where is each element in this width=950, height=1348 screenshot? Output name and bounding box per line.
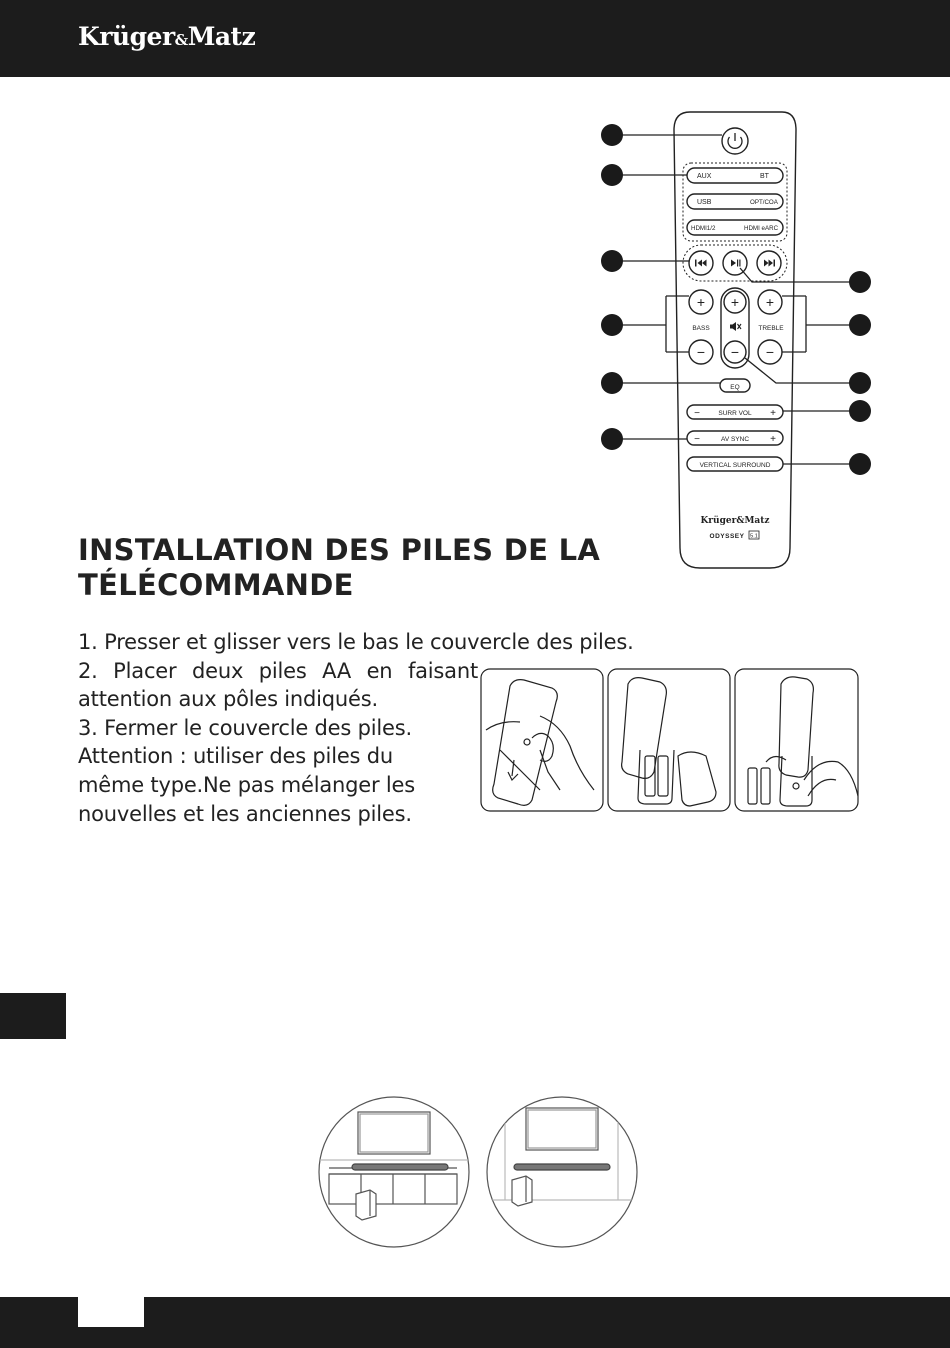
callout-dot-5 xyxy=(601,372,623,394)
remote-model-badge: 5.1 xyxy=(750,533,758,540)
placement-wall-circle xyxy=(487,1097,637,1247)
callout-dot-6 xyxy=(601,428,623,450)
instruction-line-6: même type.Ne pas mélanger les xyxy=(78,772,415,797)
bt-label: BT xyxy=(760,173,769,180)
surr-vol-label: SURR VOL xyxy=(718,410,752,417)
remote-brand: Krüger&Matz xyxy=(700,516,770,526)
sync-plus: + xyxy=(770,434,776,445)
treble-plus-sign: + xyxy=(765,294,775,310)
av-sync-label: AV SYNC xyxy=(720,436,750,443)
instruction-line-5: Attention : utiliser des piles du xyxy=(78,744,394,769)
callout-dot-11 xyxy=(849,453,871,475)
callout-dot-2 xyxy=(601,164,623,186)
section-title: INSTALLATION DES PILES DE LA TÉLÉCOMMANDE xyxy=(78,533,601,602)
callout-dot-8 xyxy=(849,314,871,336)
step-2-panel xyxy=(608,669,730,811)
opt-label: OPT/COA xyxy=(750,199,778,206)
instruction-line-2: 2. Placer deux piles AA en faisant xyxy=(78,658,478,683)
header-bar xyxy=(0,0,950,77)
surr-minus: − xyxy=(694,408,700,419)
callout-dot-7 xyxy=(849,271,871,293)
vertical-surround-label: VERTICAL SURROUND xyxy=(699,462,771,469)
vol-plus-sign: + xyxy=(730,294,740,310)
instruction-line-3: attention aux pôles indiqués. xyxy=(78,687,378,712)
battery-steps-illustration xyxy=(478,666,862,814)
bass-minus-sign: − xyxy=(696,344,706,360)
callout-dot-1 xyxy=(601,124,623,146)
remote-body xyxy=(674,112,796,568)
placement-illustration xyxy=(316,1094,642,1250)
instruction-line-7: nouvelles et les anciennes piles. xyxy=(78,801,412,826)
step-3-panel xyxy=(735,669,858,811)
aux-label: AUX xyxy=(697,173,712,180)
instruction-line-4: 3. Fermer le couvercle des piles. xyxy=(78,715,412,740)
step-1-panel xyxy=(481,669,603,811)
usb-label: USB xyxy=(697,199,712,206)
bass-plus-sign: + xyxy=(696,294,706,310)
bass-label: BASS xyxy=(692,325,710,332)
surr-plus: + xyxy=(770,408,776,419)
vol-minus-sign: − xyxy=(730,344,740,360)
placement-table-circle xyxy=(319,1097,469,1247)
eq-label: EQ xyxy=(730,384,740,391)
brand-logo: Krüger&Matz xyxy=(78,22,256,51)
side-tab xyxy=(0,993,66,1039)
callout-dot-4 xyxy=(601,314,623,336)
sync-minus: − xyxy=(694,434,700,445)
page-number-box xyxy=(78,1297,144,1327)
callout-dot-10 xyxy=(849,400,871,422)
hdmi-earc-label: HDMI eARC xyxy=(744,225,779,232)
hdmi12-label: HDMI1/2 xyxy=(691,225,716,232)
remote-model: ODYSSEY xyxy=(709,533,745,540)
callout-dot-9 xyxy=(849,372,871,394)
remote-diagram xyxy=(590,108,880,578)
instruction-line-1: 1. Presser et glisser vers le bas le couvercle des piles. xyxy=(78,630,634,654)
treble-minus-sign: − xyxy=(765,344,775,360)
callout-dot-3 xyxy=(601,250,623,272)
treble-label: TREBLE xyxy=(758,325,784,332)
